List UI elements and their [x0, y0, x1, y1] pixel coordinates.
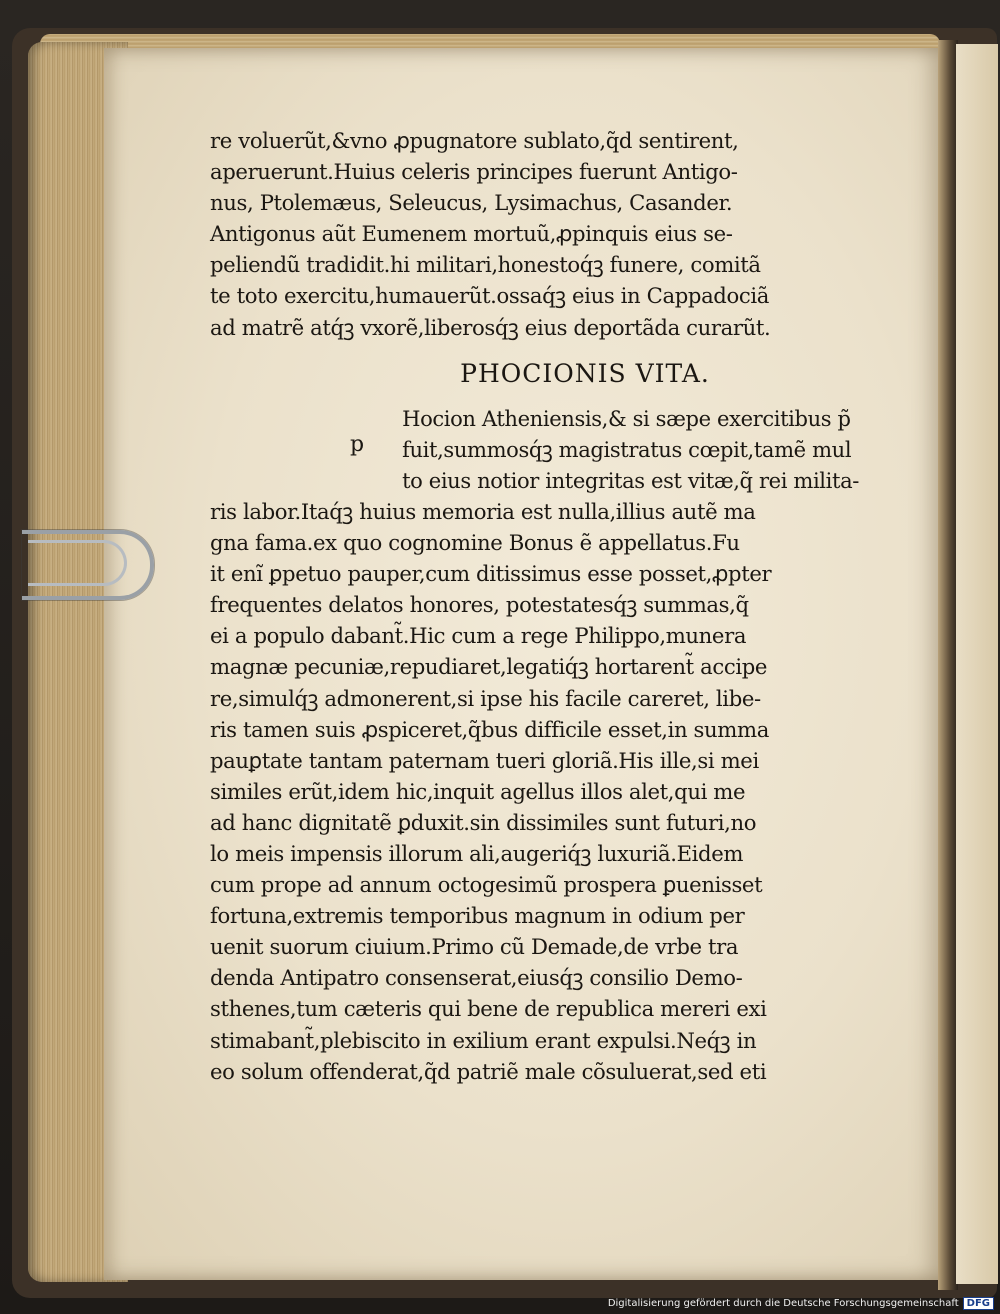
text-line: fuit,summosq́ꝫ magistratus cœpit,tamẽ mul [402, 437, 852, 463]
footer-credit-text: Digitalisierung gefördert durch die Deutsche Forschungsgemeinschaft [607, 1298, 959, 1309]
text-line: frequentes delatos honores, potestatesq́ꝫ summas,q̃ [210, 593, 749, 619]
book-gutter [938, 40, 958, 1290]
text-line: fortuna,extremis temporibus magnum in odium per [210, 904, 745, 930]
text-line: ad matrẽ atq́ꝫ vxorẽ,liberosq́ꝫ eius deportãda curarũt. [210, 315, 771, 341]
text-line: te toto exercitu,humauerũt.ossaq́ꝫ eius in Cappadociã [210, 284, 769, 310]
text-line: stimabant̃,plebiscito in exilium erant expulsi.Neq́ꝫ in [210, 1028, 757, 1054]
section-heading: PHOCIONIS VITA. [460, 358, 710, 388]
text-line: re voluerũt,&vno ꝓpugnatore sublato,q̃d sentirent, [210, 129, 739, 154]
text-line: lo meis impensis illorum ali,augeriq́ꝫ luxuriã.Eidem [210, 841, 744, 867]
text-line: cum prope ad annum octogesimũ prospera ꝑuenisset [210, 873, 763, 899]
text-line: pauꝑtate tantam paternam tueri gloriã.His ille,si mei [210, 748, 759, 774]
text-line: ad hanc dignitatẽ ꝑduxit.sin dissimiles sunt futuri,no [210, 810, 757, 836]
text-line: eo solum offenderat,q̃d patriẽ male cõsuluerat,sed eti [210, 1059, 767, 1085]
text-line: nus, Ptolemæus, Seleucus, Lysimachus, Casander. [210, 191, 733, 217]
page-text [210, 126, 900, 1088]
text-line: ris labor.Itaq́ꝫ huius memoria est nulla,illius autẽ ma [210, 499, 756, 525]
text-line: gna fama.ex quo cognomine Bonus ẽ appellatus.Fu [210, 531, 740, 557]
text-line: denda Antipatro consenserat,eiusq́ꝫ consilio Demo- [210, 966, 743, 992]
text-line: re,simulq́ꝫ admonerent,si ipse his facile careret, libe- [210, 686, 761, 712]
text-line: ei a populo dabant̃.Hic cum a rege Philippo,munera [210, 624, 747, 650]
text-line: magnæ pecuniæ,repudiaret,legatiq́ꝫ hortarent̃ accipe [210, 655, 768, 681]
dfg-logo: DFG [963, 1297, 994, 1310]
text-line: Antigonus aũt Eumenem mortuũ,ꝓpinquis eius se- [210, 222, 733, 248]
text-line: peliendũ tradidit.hi militari,honestoq́ꝫ funere, comitã [210, 253, 761, 279]
text-after-heading [210, 404, 900, 1088]
text-line: ris tamen suis ꝓspiceret,q̃bus difficile esset,in summa [210, 717, 769, 743]
text-line: similes erũt,idem hic,inquit agellus illos alet,qui me [210, 779, 746, 805]
text-line: sthenes,tum cæteris qui bene de republica mereri exi [210, 997, 767, 1023]
text-line: Hocion Atheniensis,& si sæpe exercitibus p̃ [402, 406, 851, 432]
paper-clip-inner-icon [28, 540, 127, 586]
text-line: to eius notior integritas est vitæ,q̃ rei milita- [402, 468, 859, 494]
facing-page-edge [956, 44, 998, 1284]
text-before-heading [210, 126, 900, 344]
text-line: it enĩ ꝑpetuo pauper,cum ditissimus esse posset,ꝓpter [210, 562, 772, 588]
text-line: aperuerunt.Huius celeris principes fuerunt Antigo- [210, 160, 738, 186]
initial-letter: p [350, 432, 365, 457]
text-line: uenit suorum ciuium.Primo cũ Demade,de vrbe tra [210, 935, 739, 961]
footer-credit [608, 1297, 994, 1310]
